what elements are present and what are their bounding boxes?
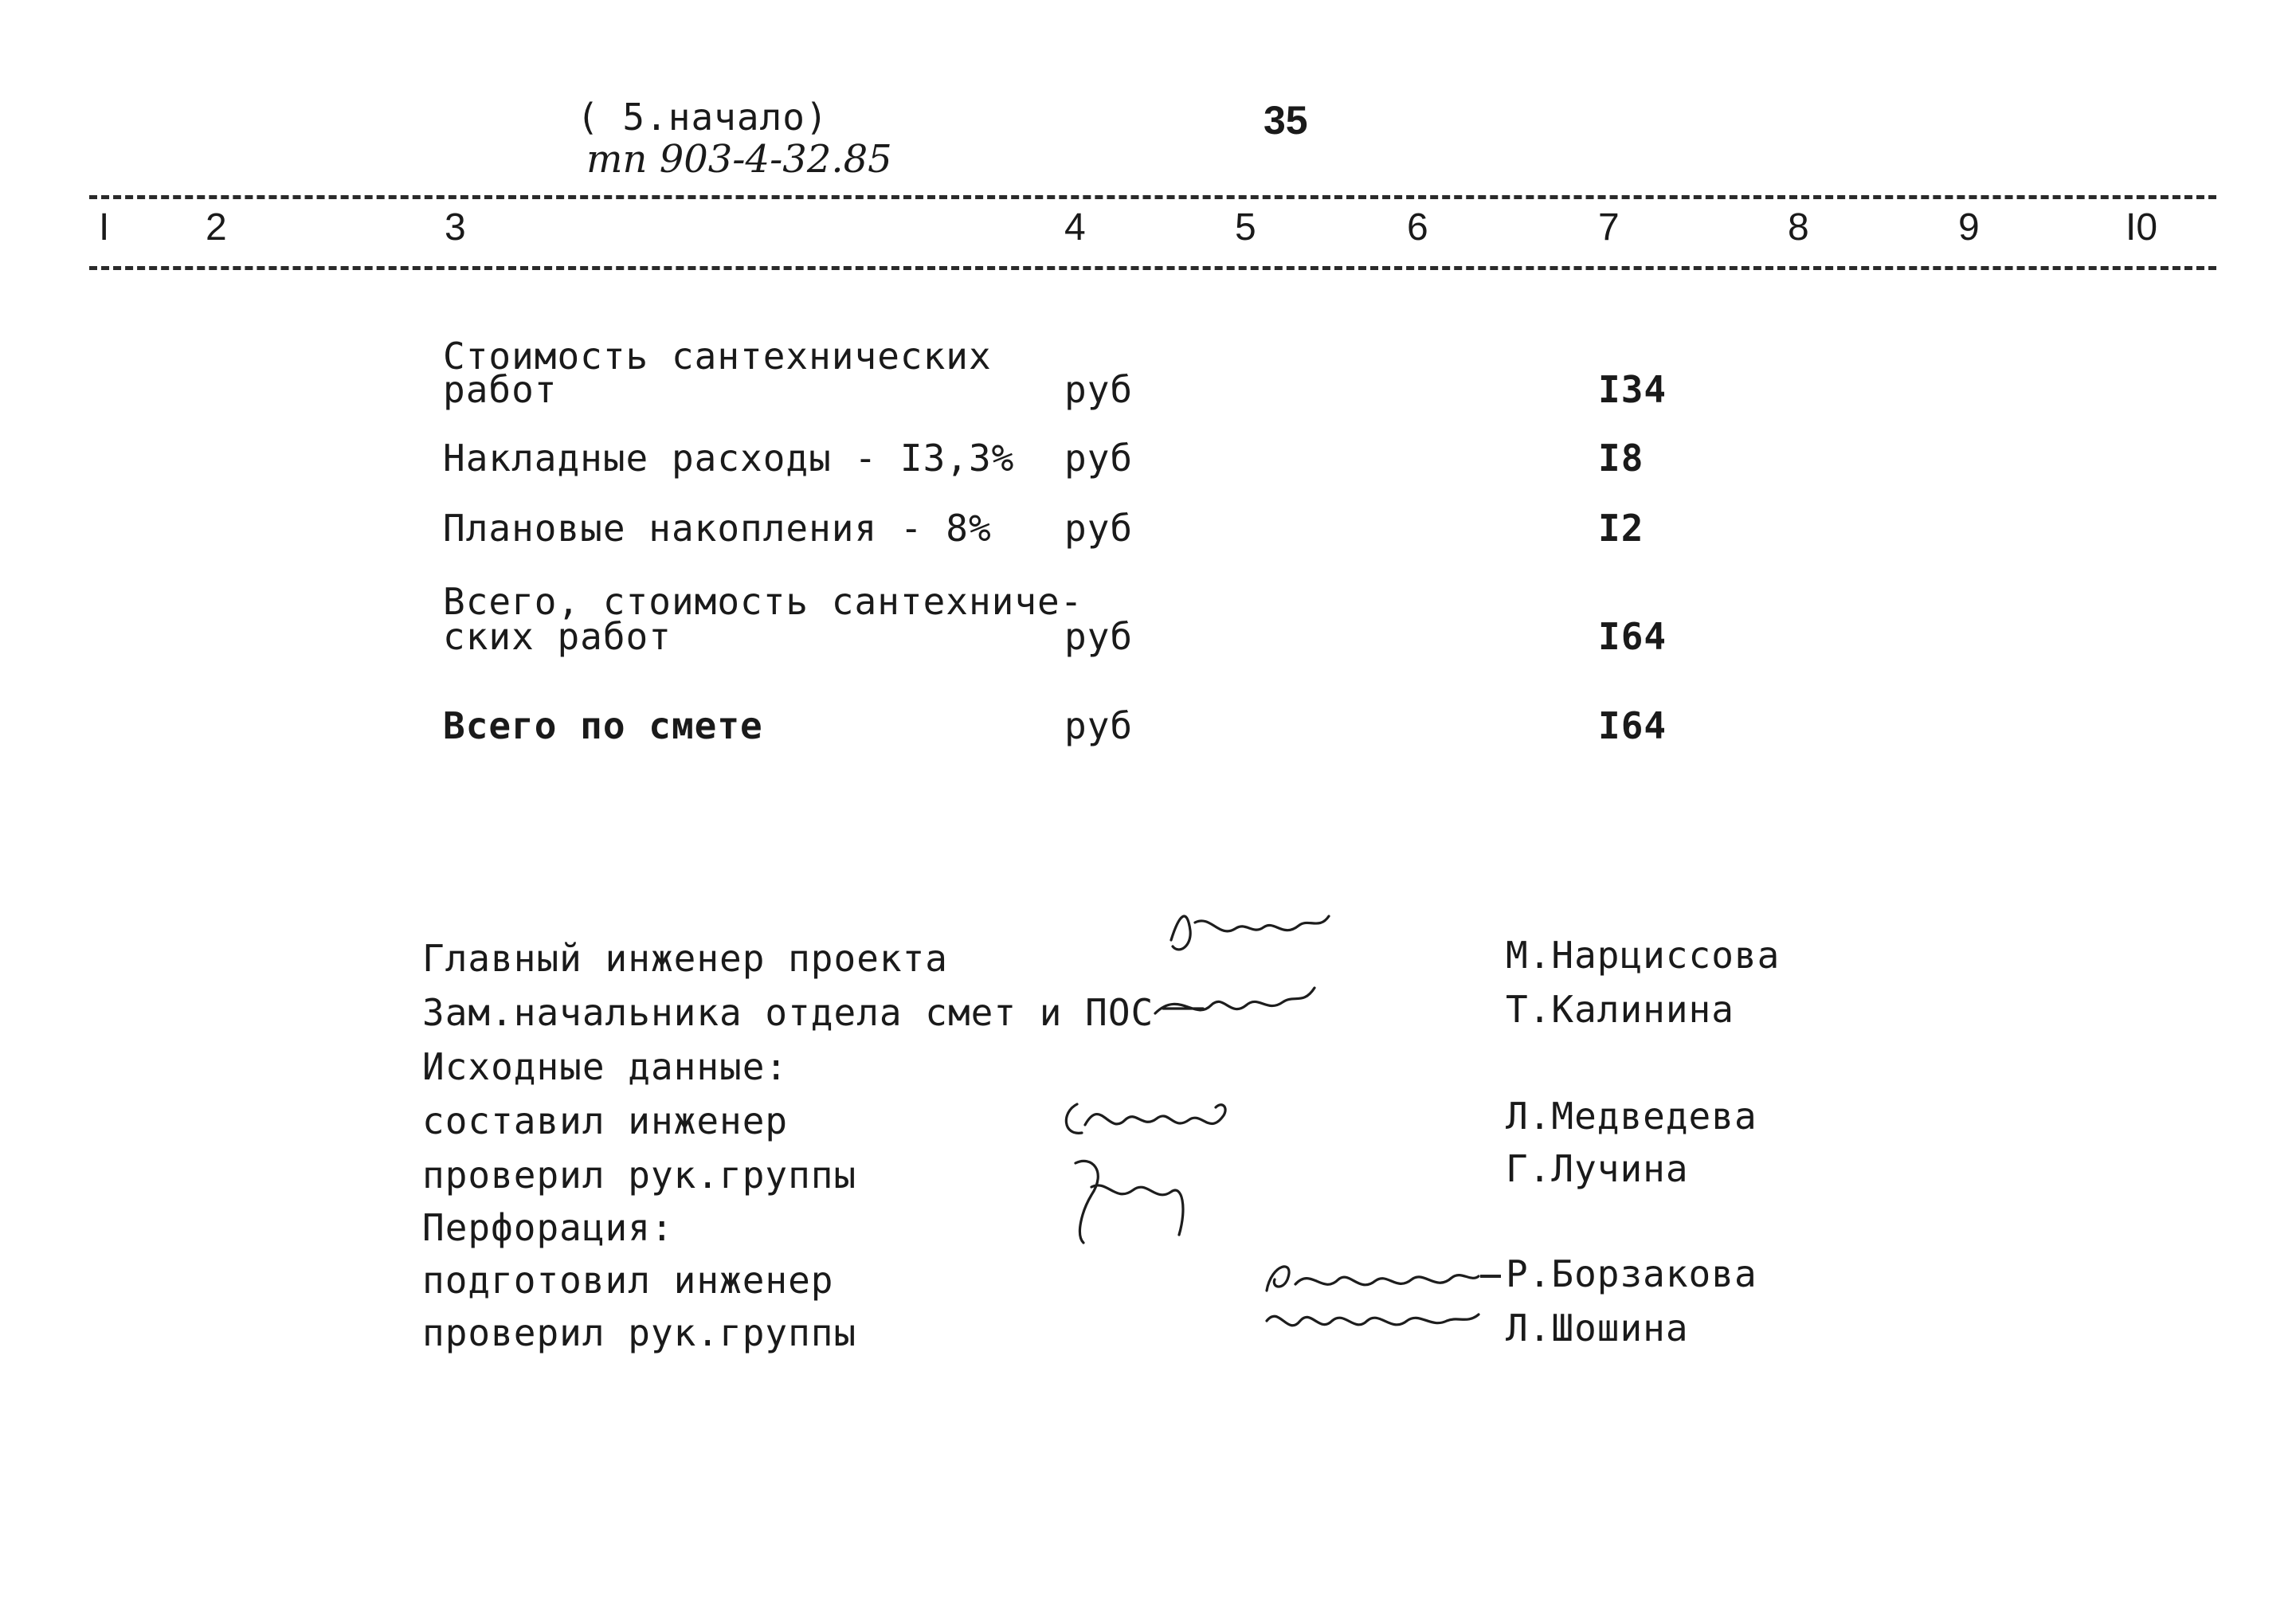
row-value: I64: [1598, 704, 1667, 747]
header-bottom-rule: [89, 266, 2216, 270]
column-number-9: 9: [1958, 206, 1980, 249]
row-label: Стоимость сантехнических: [443, 335, 992, 378]
row-unit: руб: [1064, 615, 1134, 658]
signature-role: Зам.начальника отдела смет и ПОС: [422, 991, 1154, 1034]
column-number-8: 8: [1788, 206, 1809, 249]
row-label: Плановые накопления - 8%: [443, 507, 992, 550]
signatory-name: М.Нарциссова: [1506, 934, 1781, 977]
signature-mark-1: [1163, 899, 1338, 962]
row-unit: руб: [1064, 368, 1134, 411]
row-label: Всего по смете: [443, 704, 763, 747]
row-value: I34: [1598, 368, 1667, 411]
signatory-name: Л.Шошина: [1506, 1307, 1689, 1350]
row-label: Накладные расходы - I3,3%: [443, 437, 1015, 480]
signature-role: Исходные данные:: [422, 1045, 789, 1088]
page-number: 35: [1264, 98, 1308, 143]
signature-role: Главный инженер проекта: [422, 937, 948, 980]
column-number-5: 5: [1235, 206, 1256, 249]
signature-role: проверил рук.группы: [422, 1154, 857, 1197]
column-number-3: 3: [445, 206, 466, 249]
continuation-note: ( 5.начало): [577, 96, 829, 139]
signatory-name: Т.Калинина: [1506, 988, 1734, 1031]
column-number-7: 7: [1598, 206, 1620, 249]
column-number-1: I: [99, 206, 110, 249]
row-unit: руб: [1064, 507, 1134, 550]
row-label: Всего, стоимость сантехниче-: [443, 580, 1083, 623]
column-number-2: 2: [206, 206, 227, 249]
column-number-6: 6: [1407, 206, 1428, 249]
signature-role: Перфорация:: [422, 1206, 674, 1249]
signature-mark-6: [1256, 1297, 1487, 1345]
signature-mark-4: [1060, 1147, 1219, 1251]
column-number-10: I0: [2126, 206, 2158, 249]
signature-mark-5: [1256, 1248, 1487, 1303]
header-top-rule: [89, 195, 2216, 199]
row-unit: руб: [1064, 437, 1134, 480]
column-number-4: 4: [1064, 206, 1086, 249]
row-value: I64: [1598, 615, 1667, 658]
signature-mark-3: [1053, 1080, 1244, 1152]
signatory-name: Р.Борзакова: [1506, 1252, 1757, 1295]
row-label-cont: ских работ: [443, 615, 672, 658]
signature-role: проверил рук.группы: [422, 1311, 857, 1354]
signatory-name: Л.Медведева: [1506, 1095, 1757, 1138]
row-label-cont: работ: [443, 368, 558, 411]
signature-role: составил инженер: [422, 1099, 789, 1142]
row-value: I2: [1598, 507, 1644, 550]
project-code: тп 903-4-32.85: [586, 137, 892, 182]
row-unit: руб: [1064, 704, 1134, 747]
signature-role: подготовил инженер: [422, 1259, 834, 1302]
signature-mark-2: [1147, 974, 1322, 1029]
row-value: I8: [1598, 437, 1644, 480]
signatory-name: Г.Лучина: [1506, 1147, 1689, 1190]
